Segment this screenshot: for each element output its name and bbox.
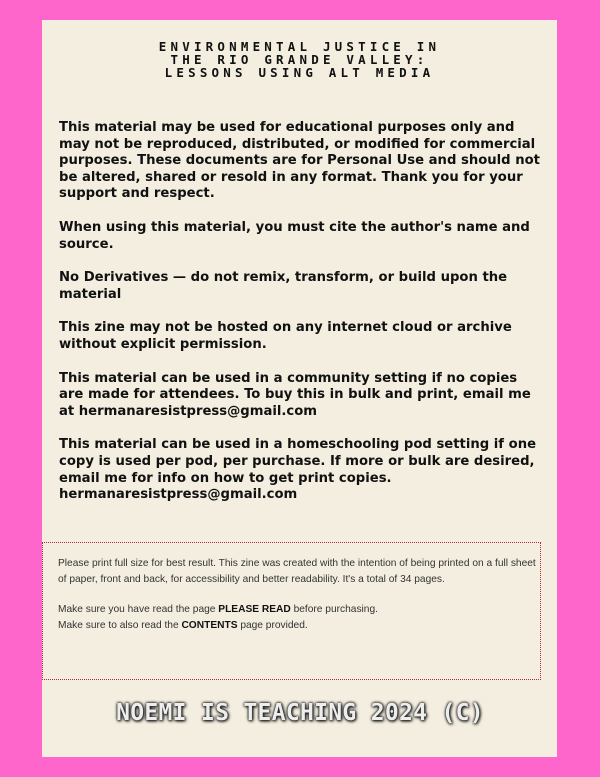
terms-paragraph-derivatives: No Derivatives — do not remix, transform, or build upon the material [59,270,508,302]
contents-reminder-text-end: page provided. [237,620,308,631]
terms-paragraph-community: This material can be used in a community setting if no copies are made for attendees. To buy this in bulk and print, email me at hermanaresistpress@gmail.com [59,370,531,419]
copyright-watermark: NOEMI IS TEACHING 2024 (C) [116,700,484,726]
contents-label: CONTENTS [181,620,238,631]
reminder-text: Make sure you have read the page [58,604,219,615]
terms-of-use [59,120,545,521]
please-read-label: PLEASE READ [218,604,291,615]
title-line-3: LESSONS USING ALT MEDIA [164,65,435,80]
page-title [42,40,557,79]
zine-page [42,20,557,757]
contents-reminder [58,618,540,634]
title-line-2: THE RIO GRANDE VALLEY: [170,52,429,67]
reminder-text-end: before purchasing. [290,604,378,615]
terms-paragraph-hosting: This zine may not be hosted on any internet cloud or archive without explicit permission. [59,320,512,352]
print-notice-box [42,542,541,680]
read-page-reminder [58,602,540,618]
title-line-1: ENVIRONMENTAL JUSTICE IN [158,39,441,54]
terms-paragraph-homeschool: This material can be used in a homeschooling pod setting if one copy is used per pod, per purchase. If more or bulk are desired, email me for info on how to get print copies. hermanaresistpress@gmail.com [59,437,537,503]
terms-paragraph-citation: When using this material, you must cite the author's name and source. [59,219,530,252]
print-notice-text: Please print full size for best result. This zine was created with the intention of being printed on a full sheet of paper, front and back, for accessibility and better readability. It's a total of 34 pages. [58,558,536,585]
terms-paragraph-usage: This material may be used for educational purposes only and may not be reproduced, distributed, or modified for commercial purposes. These documents are for Personal Use and should not be altered, shared or resold in any format. Thank you for your support and respect. [59,120,540,202]
contents-reminder-text: Make sure to also read the [58,620,182,631]
